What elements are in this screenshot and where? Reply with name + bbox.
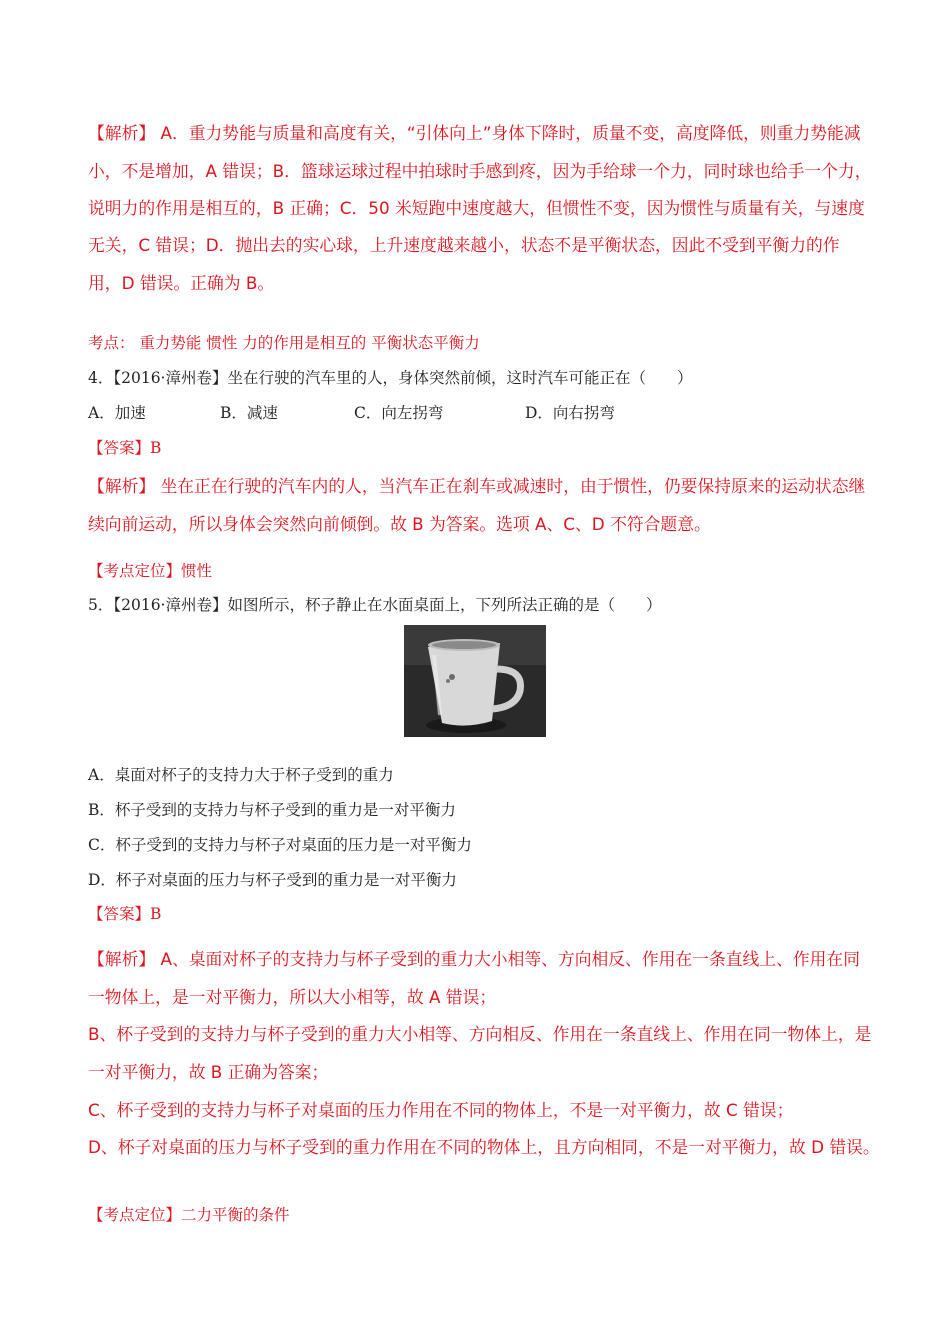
q5-answer: 【答案】B [88, 905, 162, 923]
q4-analysis-line-1: 【解析】 坐在正在行驶的汽车内的人，当汽车正在刹车或减速时，由于惯性，仍要保持原来的运动状态继 [88, 476, 866, 496]
q3-analysis-line-2: 小，不是增加，A 错误；B．篮球运球过程中拍球时手感到疼，因为手给球一个力，同时球也给手一个力， [88, 161, 872, 181]
q5-analysis-line-4: 一对平衡力，故 B 正确为答案； [88, 1062, 329, 1082]
q5-option-a: A．桌面对杯子的支持力大于杯子受到的重力 [88, 766, 394, 784]
q4-option-c: C．向左拐弯 [354, 404, 444, 422]
q5-option-c: C．杯子受到的支持力与杯子对桌面的压力是一对平衡力 [88, 836, 472, 854]
q4-option-d: D．向右拐弯 [525, 404, 615, 422]
q4-option-b: B．减速 [220, 404, 278, 422]
q4-stem: 4．【2016·漳州卷】坐在行驶的汽车里的人，身体突然前倾，这时汽车可能正在（ ） [88, 369, 693, 387]
q4-kaodian: 【考点定位】惯性 [88, 562, 213, 580]
q5-option-d: D．杯子对桌面的压力与杯子受到的重力是一对平衡力 [88, 871, 457, 889]
q3-kaodian: 考点： 重力势能 惯性 力的作用是相互的 平衡状态平衡力 [88, 334, 480, 352]
q3-analysis-line-4: 无关，C 错误；D．抛出去的实心球，上升速度越来越小，状态不是平衡状态，因此不受到平衡力的作 [88, 235, 840, 255]
q5-stem: 5．【2016·漳州卷】如图所示，杯子静止在水面桌面上，下列所法正确的是（ ） [88, 596, 662, 614]
q5-kaodian: 【考点定位】二力平衡的条件 [88, 1206, 290, 1224]
q3-analysis-line-1: 【解析】 A．重力势能与质量和高度有关，“引体向上”身体下降时，质量不变，高度降低，则重力势能减 [88, 123, 861, 143]
q3-analysis-line-5: 用，D 错误。正确为 B。 [88, 273, 275, 293]
q5-analysis-line-3: B、杯子受到的支持力与杯子受到的重力大小相等、方向相反、作用在一条直线上、作用在同一物体上，是 [88, 1024, 872, 1044]
q5-analysis-line-5: C、杯子受到的支持力与杯子对桌面的压力作用在不同的物体上，不是一对平衡力，故 C 错误； [88, 1100, 794, 1120]
cup-photo [404, 625, 546, 737]
q4-answer: 【答案】B [88, 439, 162, 457]
q3-analysis-line-3: 说明力的作用是相互的，B 正确；C．50 米短跑中速度越大，但惯性不变，因为惯性与质量有关，与速度 [88, 198, 865, 218]
q4-analysis-line-2: 续向前运动，所以身体会突然向前倾倒。故 B 为答案。选项 A、C、D 不符合题意。 [88, 514, 711, 534]
q5-analysis-line-1: 【解析】 A、桌面对杯子的支持力与杯子受到的重力大小相等、方向相反、作用在一条直线上、作用在同 [88, 949, 860, 969]
q4-option-a: A．加速 [88, 404, 146, 422]
q5-analysis-line-2: 一物体上，是一对平衡力，所以大小相等，故 A 错误； [88, 987, 497, 1007]
q5-option-b: B．杯子受到的支持力与杯子受到的重力是一对平衡力 [88, 801, 456, 819]
q5-analysis-line-6: D、杯子对桌面的压力与杯子受到的重力作用在不同的物体上，且方向相同，不是一对平衡力，故 D 错误。 [88, 1137, 880, 1157]
